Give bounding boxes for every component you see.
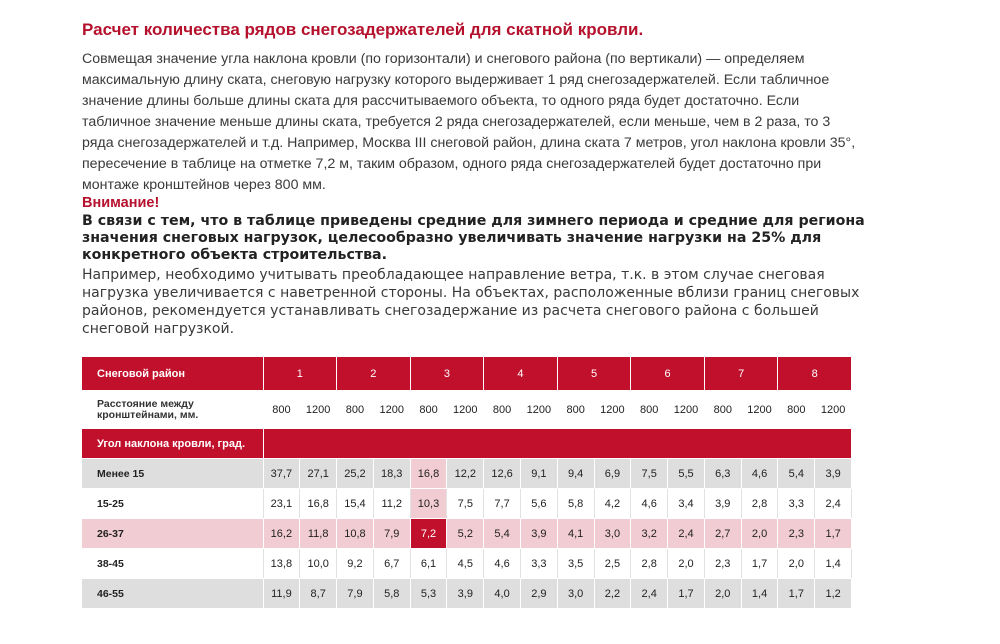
table-row-highlighted (82, 519, 852, 549)
table-cell: 11,8 (300, 519, 337, 549)
distance-cell: 800 (557, 391, 594, 429)
distance-cell: 1200 (594, 391, 631, 429)
table-cell: 3,9 (520, 519, 557, 549)
table-cell: 4,0 (484, 579, 521, 609)
snow-guard-table (82, 357, 852, 609)
table-cell: 16,8 (410, 459, 447, 489)
row-label: 15-25 (82, 489, 263, 519)
table-cell: 4,5 (447, 549, 484, 579)
table-row (82, 579, 852, 609)
description-paragraph: Совмещая значение угла наклона кровли (по горизонтали) и снегового района (по вертикали) — определяем максимальную длину ската, снеговую нагрузку которого выдерживает 1 ряд снегозадержателей. Если табличное значение длины больше длины ската для рассчитываемого объекта, то одного ряда будет достаточно. Если табличное значение меньше длины ската, требуется 2 ряда снегозадержателей, если меньше, чем в 2 раза, то 3 ряда снегозадержателей и т.д. Например, Москва III снеговой район, длина ската 7 метров, угол наклона кровли 35°, пересечение в таблице на отметке 7,2 м, таким образом, одного ряда снегозадержателей будет достаточно при монтаже кронштейнов через 800 мм. (82, 51, 856, 193)
table-cell: 3,3 (778, 489, 815, 519)
row-label: 26-37 (82, 519, 263, 549)
table-cell: 9,2 (337, 549, 374, 579)
warning-bold-text: В связи с тем, что в таблице приведены средние для зимнего периода и средние для региона значения снеговых нагрузок, целесообразно увеличивать значение нагрузки на 25% для конкретного объекта строительства. (82, 213, 865, 263)
table-cell: 2,2 (594, 579, 631, 609)
table-cell: 4,1 (557, 519, 594, 549)
table-cell: 23,1 (263, 489, 300, 519)
region-5: 5 (557, 357, 631, 391)
table-cell: 2,0 (778, 549, 815, 579)
table-cell: 7,9 (373, 519, 410, 549)
table-cell: 3,9 (447, 579, 484, 609)
table-cell: 13,8 (263, 549, 300, 579)
table-cell: 10,3 (410, 489, 447, 519)
table-cell: 7,5 (447, 489, 484, 519)
distance-label: Расстояние между кронштейнами, мм. (82, 391, 263, 429)
table-cell: 2,3 (778, 519, 815, 549)
row-label: Менее 15 (82, 459, 263, 489)
table-cell: 18,3 (373, 459, 410, 489)
region-4: 4 (484, 357, 558, 391)
table-row (82, 489, 852, 519)
table-cell: 37,7 (263, 459, 300, 489)
table-cell: 5,3 (410, 579, 447, 609)
table-cell: 11,2 (373, 489, 410, 519)
table-cell: 5,4 (778, 459, 815, 489)
distance-cell: 800 (484, 391, 521, 429)
table-cell: 2,8 (631, 549, 668, 579)
region-1: 1 (263, 357, 337, 391)
table-cell: 7,7 (484, 489, 521, 519)
table-cell: 2,7 (704, 519, 741, 549)
table-cell: 3,2 (631, 519, 668, 549)
table-cell: 6,1 (410, 549, 447, 579)
table-row (82, 459, 852, 489)
distance-cell: 1200 (373, 391, 410, 429)
region-header-row (82, 357, 852, 391)
table-cell: 12,6 (484, 459, 521, 489)
table-cell: 1,7 (815, 519, 852, 549)
table-cell: 2,9 (520, 579, 557, 609)
table-cell: 4,6 (484, 549, 521, 579)
table-cell: 1,2 (815, 579, 852, 609)
distance-cell: 1200 (520, 391, 557, 429)
distance-cell: 800 (263, 391, 300, 429)
table-cell: 5,5 (668, 459, 705, 489)
angle-header-row (82, 429, 852, 459)
table-cell: 4,6 (741, 459, 778, 489)
table-cell: 2,4 (815, 489, 852, 519)
table-cell: 15,4 (337, 489, 374, 519)
table-cell: 27,1 (300, 459, 337, 489)
table-cell: 10,8 (337, 519, 374, 549)
table-cell: 5,4 (484, 519, 521, 549)
distance-cell: 1200 (668, 391, 705, 429)
region-7: 7 (704, 357, 778, 391)
table-cell: 7,9 (337, 579, 374, 609)
table-cell: 11,9 (263, 579, 300, 609)
table-cell: 3,3 (520, 549, 557, 579)
table-cell: 5,8 (373, 579, 410, 609)
table-cell: 1,7 (668, 579, 705, 609)
table-cell: 1,4 (815, 549, 852, 579)
table-cell: 25,2 (337, 459, 374, 489)
table-cell: 5,2 (447, 519, 484, 549)
distance-cell: 1200 (741, 391, 778, 429)
distance-cell: 800 (778, 391, 815, 429)
distance-cell: 800 (631, 391, 668, 429)
table-cell: 4,2 (594, 489, 631, 519)
table-cell: 5,6 (520, 489, 557, 519)
region-2: 2 (337, 357, 411, 391)
table-cell: 3,0 (557, 579, 594, 609)
table-cell: 12,2 (447, 459, 484, 489)
table-cell: 9,4 (557, 459, 594, 489)
region-label: Снеговой район (82, 357, 263, 391)
angle-header-fill (263, 429, 852, 459)
table-cell: 5,8 (557, 489, 594, 519)
table-cell: 1,7 (778, 579, 815, 609)
table-cell: 3,9 (704, 489, 741, 519)
table-cell: 2,8 (741, 489, 778, 519)
row-label: 46-55 (82, 579, 263, 609)
distance-row (82, 391, 852, 429)
distance-cell: 1200 (300, 391, 337, 429)
table-cell-selected: 7,2 (410, 519, 447, 549)
table-cell: 4,6 (631, 489, 668, 519)
distance-cell: 800 (410, 391, 447, 429)
table-cell: 6,7 (373, 549, 410, 579)
table-cell: 3,4 (668, 489, 705, 519)
table-cell: 3,9 (815, 459, 852, 489)
table-cell: 1,4 (741, 579, 778, 609)
table-row (82, 549, 852, 579)
region-6: 6 (631, 357, 705, 391)
region-3: 3 (410, 357, 484, 391)
table-cell: 2,4 (631, 579, 668, 609)
table-cell: 2,0 (704, 579, 741, 609)
table-cell: 2,0 (741, 519, 778, 549)
table-cell: 2,0 (668, 549, 705, 579)
distance-cell: 800 (337, 391, 374, 429)
table-cell: 10,0 (300, 549, 337, 579)
table-cell: 6,3 (704, 459, 741, 489)
distance-cell: 1200 (815, 391, 852, 429)
table-cell: 9,1 (520, 459, 557, 489)
warning-text: Например, необходимо учитывать преобладающее направление ветра, т.к. в этом случае снеговая нагрузка увеличивается с наветренной стороны. На объектах, расположенные вблизи границ снеговых районов, рекомендуется устанавливать снегозадержание из расчета снегового района с большей снеговой нагрузкой. (82, 267, 860, 337)
table-cell: 16,8 (300, 489, 337, 519)
angle-label: Угол наклона кровли, град. (82, 429, 263, 459)
distance-cell: 1200 (447, 391, 484, 429)
table-cell: 2,5 (594, 549, 631, 579)
page-title: Расчет количества рядов снегозадержателей для скатной кровли. (82, 20, 644, 39)
table-cell: 3,0 (594, 519, 631, 549)
row-label: 38-45 (82, 549, 263, 579)
table-cell: 2,4 (668, 519, 705, 549)
table-cell: 3,5 (557, 549, 594, 579)
table-cell: 16,2 (263, 519, 300, 549)
distance-cell: 800 (704, 391, 741, 429)
table-cell: 1,7 (741, 549, 778, 579)
region-8: 8 (778, 357, 852, 391)
table-cell: 2,3 (704, 549, 741, 579)
table-cell: 8,7 (300, 579, 337, 609)
warning-heading: Внимание! (82, 195, 160, 211)
table-cell: 6,9 (594, 459, 631, 489)
table-cell: 7,5 (631, 459, 668, 489)
